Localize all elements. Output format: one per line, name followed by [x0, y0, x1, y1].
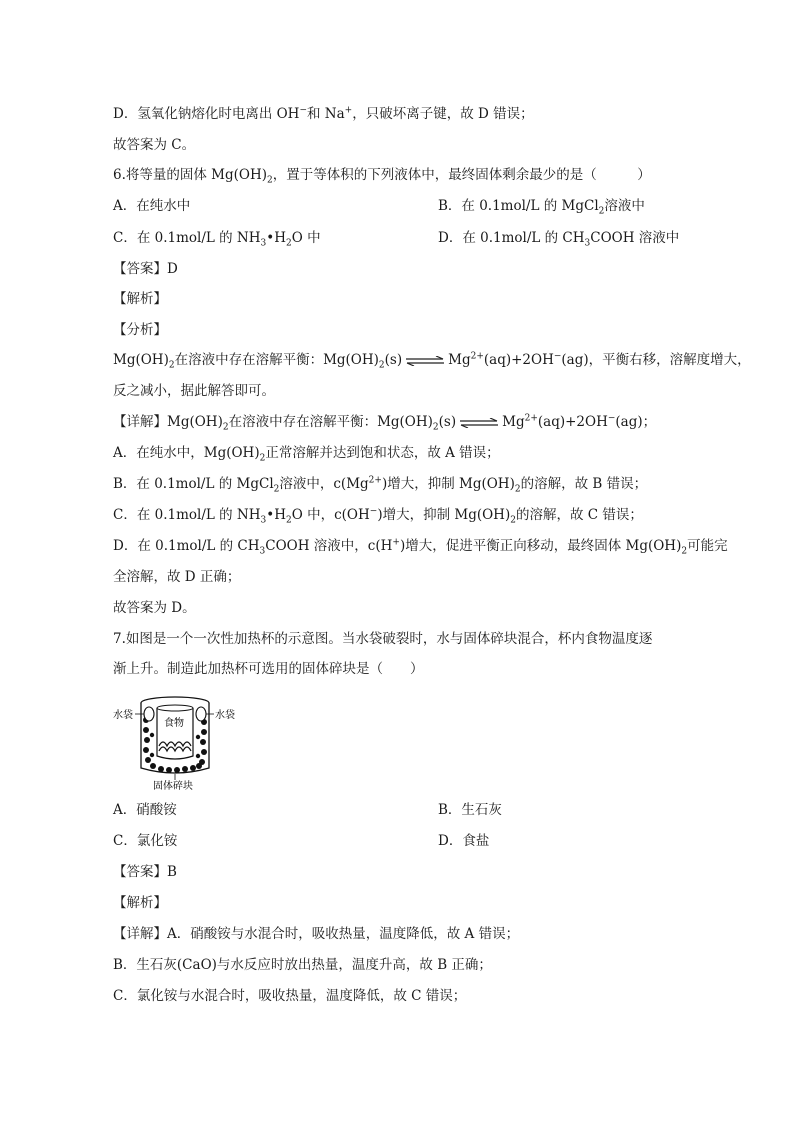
heating-cup-diagram — [113, 690, 238, 790]
q6-option-b: B．在 0.1mol/L 的 MgCl$_2$溶液中 — [438, 198, 645, 217]
equilibrium-arrow-icon — [459, 418, 499, 428]
q6-fenxi: 【分析】 — [113, 322, 167, 338]
water-bag-right — [196, 707, 206, 721]
q7-option-d: D．食盐 — [438, 833, 490, 849]
q6-option-c: C．在 0.1mol/L 的 $NH_3•H_2O$ 中 — [113, 230, 321, 249]
q7-detail-a: 【详解】A．硝酸铵与水混合时，吸收热量，温度降低，故 A 错误； — [113, 926, 520, 942]
q6-detail-a: A．在纯水中，$Mg(OH)_2$正常溶解并达到饱和状态，故 A 错误； — [113, 445, 500, 464]
label-food: 食物 — [164, 718, 184, 729]
q6-answer: 【答案】D — [113, 261, 178, 277]
q7-option-a: A．硝酸铵 — [113, 802, 177, 818]
q7-stem-line1: 7.如图是一个一次性加热杯的示意图。当水袋破裂时，水与固体碎块混合，杯内食物温度逐 — [113, 631, 653, 647]
q6-analysis-line1: $Mg(OH)_2$在溶液中存在溶解平衡：$Mg(OH)_2(s)$ $Mg^{2+}(aq)+2OH^-(ag)$，平衡右移，溶解度增大， — [113, 351, 751, 371]
q7-jiexi: 【解析】 — [113, 895, 167, 911]
water-bag-left — [144, 707, 154, 721]
q6-jiexi: 【解析】 — [113, 291, 167, 307]
q6-option-d: D．在 0.1mol/L 的 $CH_3COOH$ 溶液中 — [438, 230, 680, 249]
label-solid-fragments: 固体碎块 — [153, 781, 193, 790]
q6-analysis-line2: 反之减小，据此解答即可。 — [113, 383, 275, 399]
q6-detail-d-cont: 全溶解，故 D 正确； — [113, 569, 241, 585]
label-water-bag-right: 水袋 — [215, 710, 235, 721]
label-water-bag-left: 水袋 — [113, 710, 133, 721]
q6-detail-c: C．在 0.1mol/L 的 $NH_3•H_2O$ 中，c(OH−)增大，抑制 $Mg(OH)_2$的溶解，故 C 错误； — [113, 506, 643, 526]
q7-option-b: B．生石灰 — [438, 802, 502, 818]
q7-stem-line2: 渐上升。制造此加热杯可选用的固体碎块是（ ） — [113, 661, 424, 677]
prev-option-d: D．氢氧化钠熔化时电离出 OH−和 Na+，只破坏离子键，故 D 错误； — [113, 105, 534, 122]
q7-detail-c: C．氯化铵与水混合时，吸收热量，温度降低，故 C 错误； — [113, 988, 467, 1004]
q6-detail-b: B．在 0.1mol/L 的 MgCl$_2$溶液中，$c(Mg^{2+})$增大，抑制 $Mg(OH)_2$的溶解，故 B 错误； — [113, 475, 648, 495]
q6-option-a: A．在纯水中 — [113, 198, 191, 214]
q6-detail-line1: 【详解】$Mg(OH)_2$在溶液中存在溶解平衡：$Mg(OH)_2(s)$ $Mg^{2+}(aq)+2OH^-(ag)$； — [113, 413, 657, 433]
q6-detail-d: D．在 0.1mol/L 的 $CH_3COOH$ 溶液中，c(H+)增大，促进平衡正向移动，最终固体 $Mg(OH)_2$可能完 — [113, 537, 728, 557]
q7-option-c: C．氯化铵 — [113, 833, 178, 849]
q6-stem: 6.将等量的固体 $Mg(OH)_2$，置于等体积的下列液体中，最终固体剩余最少的是（ ） — [113, 167, 651, 186]
q7-answer: 【答案】B — [113, 864, 177, 880]
q7-detail-b: B．生石灰(CaO)与水反应时放出热量，温度升高，故 B 正确； — [113, 957, 492, 973]
equilibrium-arrow-icon — [405, 356, 445, 366]
q6-answer-line: 故答案为 D。 — [113, 600, 196, 616]
prev-answer-line: 故答案为 C。 — [113, 137, 196, 153]
